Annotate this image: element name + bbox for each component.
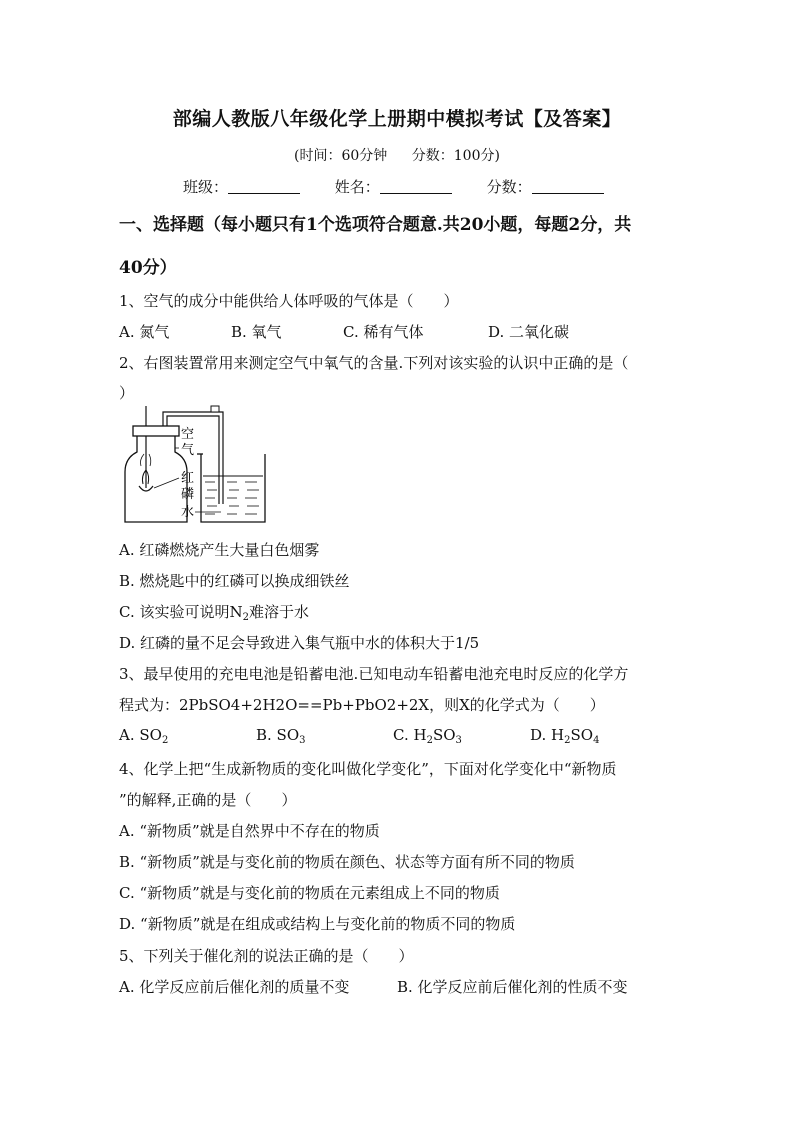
clamp-icon bbox=[211, 406, 219, 412]
q4-option-a: A. “新物质”就是自然界中不存在的物质 bbox=[119, 822, 380, 840]
q2-option-b: B. 燃烧匙中的红磷可以换成细铁丝 bbox=[119, 572, 350, 590]
score-blank[interactable] bbox=[532, 179, 604, 194]
q2-option-d: D. 红磷的量不足会导致进入集气瓶中水的体积大于1/5 bbox=[119, 634, 480, 652]
q4-stem-cont: ”的解释,正确的是（ ） bbox=[119, 791, 297, 809]
q5-option-a: A. 化学反应前后催化剂的质量不变 bbox=[119, 978, 350, 996]
exam-info bbox=[0, 145, 794, 165]
q1-stem: 1、空气的成分中能供给人体呼吸的气体是（ ） bbox=[119, 292, 459, 310]
q5-option-b: B. 化学反应前后催化剂的性质不变 bbox=[397, 978, 628, 996]
q2-option-c-text-end: 难溶于水 bbox=[248, 603, 309, 621]
q2-option-c-text: C. 该实验可说明N bbox=[119, 603, 243, 621]
q2-option-c bbox=[119, 601, 309, 623]
class-field bbox=[183, 176, 300, 197]
q2-stem-cont: ） bbox=[119, 384, 135, 402]
q5-options bbox=[119, 976, 628, 997]
label-water: 水 bbox=[181, 505, 195, 520]
q4-option-c: C. “新物质”就是与变化前的物质在元素组成上不同的物质 bbox=[119, 884, 500, 902]
label-air-2: 气 bbox=[181, 443, 195, 458]
q3-option-d: D. $H_2SO_4$ bbox=[530, 726, 600, 746]
q4-option-b: B. “新物质”就是与变化前的物质在颜色、状态等方面有所不同的物质 bbox=[119, 853, 575, 871]
q3-stem-cont: 程式为：2PbSO4+2H2O==Pb+PbO2+2X，则X的化学式为（ ） bbox=[119, 696, 605, 714]
q1-option-c: C. 稀有气体 bbox=[343, 323, 424, 341]
label-phosphorus-1: 红 bbox=[181, 471, 195, 486]
q1-option-d: D. 二氧化碳 bbox=[488, 323, 570, 341]
class-label: 班级： bbox=[183, 178, 229, 196]
q4-stem: 4、化学上把“生成新物质的变化叫做化学变化”，下面对化学变化中“新物质 bbox=[119, 760, 617, 778]
q3-option-b: B. $SO_3$ bbox=[256, 726, 306, 746]
q1-option-a: A. 氮气 bbox=[119, 323, 170, 341]
q3-stem: 3、最早使用的充电电池是铅蓄电池.已知电动车铅蓄电池充电时反应的化学方 bbox=[119, 665, 629, 683]
name-field bbox=[335, 176, 452, 197]
label-phosphorus-2: 磷 bbox=[181, 487, 195, 502]
q3-option-c: C. $H_2SO_3$ bbox=[393, 726, 462, 746]
name-label: 姓名： bbox=[334, 178, 380, 196]
q2-option-c-sub: 2 bbox=[242, 612, 249, 623]
q3-option-a: A. $SO_2$ bbox=[119, 726, 169, 746]
score-info: 分数：100分) bbox=[411, 148, 500, 164]
rubber-stopper bbox=[133, 426, 179, 436]
q2-stem: 2、右图装置常用来测定空气中氧气的含量.下列对该实验的认识中正确的是（ bbox=[119, 354, 629, 372]
student-info-fields bbox=[183, 176, 634, 197]
section-heading: 一、选择题（每小题只有1个选项符合题意.共20小题，每题2分，共 bbox=[119, 215, 632, 235]
time-info: (时间：60分钟 bbox=[294, 148, 388, 164]
label-air-1: 空 bbox=[181, 427, 195, 442]
page-title: 部编人教版八年级化学上册期中模拟考试【及答案】 bbox=[172, 108, 622, 130]
q5-stem: 5、下列关于催化剂的说法正确的是（ ） bbox=[119, 947, 414, 965]
gas-bottle bbox=[125, 434, 187, 522]
oxygen-experiment-diagram bbox=[119, 404, 289, 528]
q3-options bbox=[119, 726, 599, 746]
name-blank[interactable] bbox=[380, 179, 452, 194]
q1-option-b: B. 氧气 bbox=[231, 323, 282, 341]
section-heading-cont: 40分） bbox=[119, 258, 177, 278]
q2-option-a: A. 红磷燃烧产生大量白色烟雾 bbox=[119, 541, 320, 559]
q1-options bbox=[119, 321, 569, 342]
score-label: 分数： bbox=[486, 178, 532, 196]
q4-option-d: D. “新物质”就是在组成或结构上与变化前的物质不同的物质 bbox=[119, 915, 516, 933]
score-field bbox=[487, 176, 604, 197]
class-blank[interactable] bbox=[228, 179, 300, 194]
